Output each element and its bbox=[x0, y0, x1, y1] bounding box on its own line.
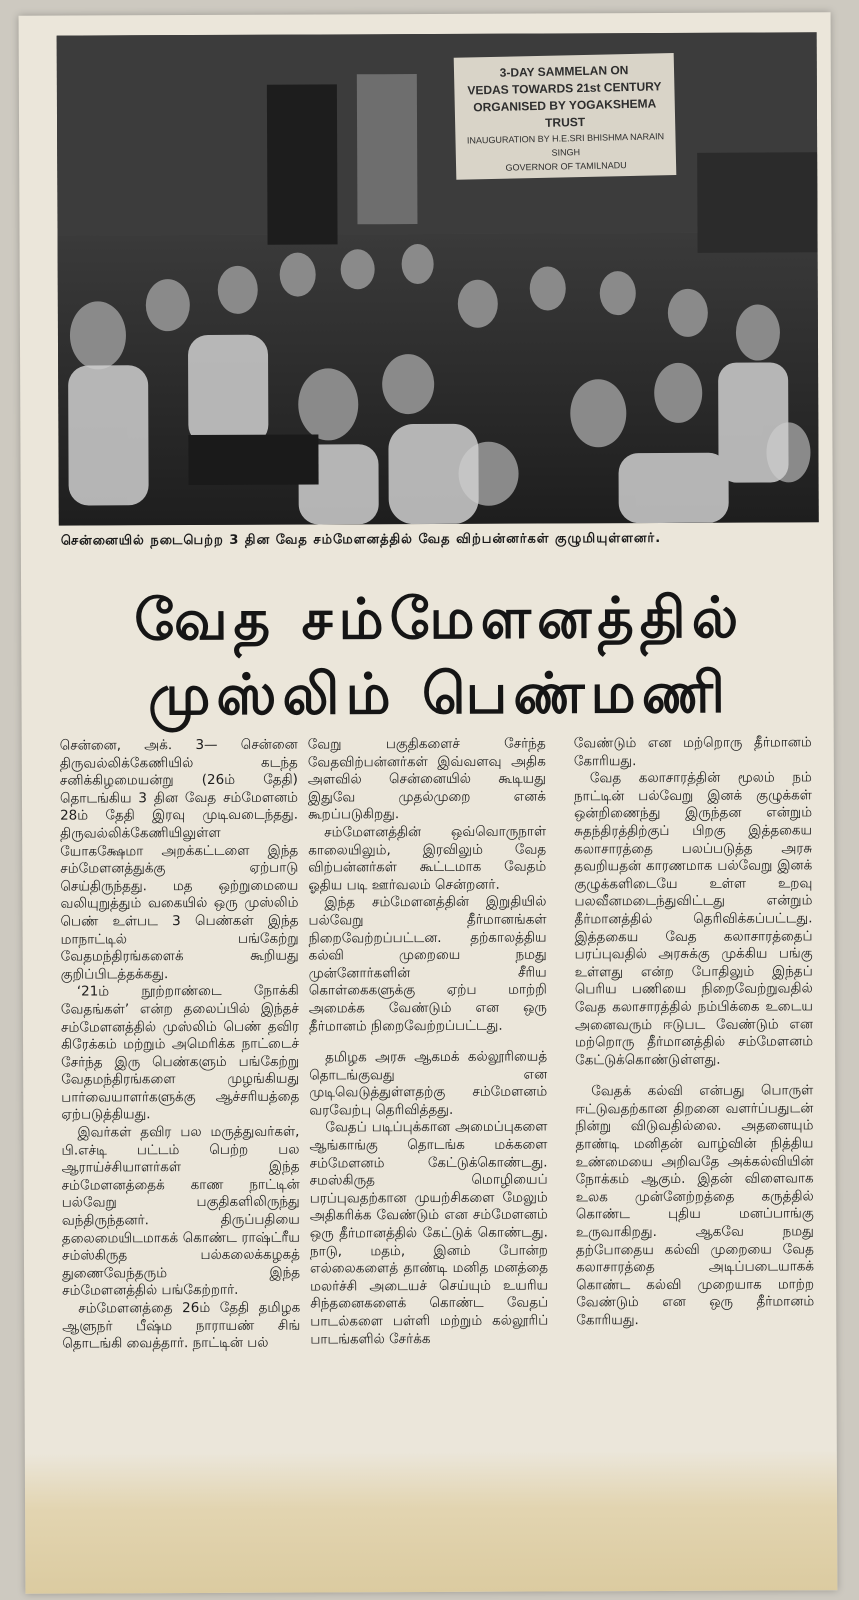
paragraph: வேதக் கல்வி என்பது பொருள் ஈட்டுவதற்கான திறனை வளர்ப்பதுடன் நின்று விடுவதில்லை. அதனையும் தாண்டி மனிதன் வாழ்வின் நித்திய உண்மையை அறிவதே அக்கல்வியின் நோக்கம் ஆகும். இதன் விளைவாக உலக முன்னேற்றத்தை கருத்தில் கொண்ட புதிய மனப்பாங்கு உருவாகிறது. ஆகவே நமது தற்போதைய கல்வி முறையை வேத கலாசாரத்தை அடிப்படையாகக் கொண்ட கல்வி முறையாக மாற்ற வேண்டும் என ஒரு தீர்மானம் கோரியது. bbox=[575, 1082, 815, 1329]
banner-small-line: INAUGURATION BY H.E.SRI BHISHMA NARAIN SINGH bbox=[466, 131, 665, 158]
photo-caption: சென்னையில் நடைபெற்ற 3 தின வேத சம்மேளனத்தில் வேத விற்பன்னர்கள் குழுமியுள்ளனர். bbox=[60, 530, 662, 549]
event-banner bbox=[454, 53, 677, 180]
paragraph: ‘21ம் நூற்றாண்டை நோக்கி வேதங்கள்’ என்ற தலைப்பில் இந்தச் சம்மேளனத்தில் முஸ்லிம் பெண் தவிர கிரேக்கம் மற்றும் அமெரிக்க நாட்டைச் சேர்ந்த இரு பெண்களும் பங்கேற்று வேதமந்திரங்களை முழங்கியது பார்வையாளர்களுக்கு ஆச்சரியத்தை ஏற்படுத்தியது. bbox=[60, 982, 300, 1124]
paragraph: சென்னை, அக். 3— சென்னை திருவல்லிக்கேணியில் கடந்த சனிக்கிழமையன்று (26ம் தேதி) தொடங்கிய 3 தின வேத சம்மேளனம் 28ம் தேதி இரவு முடிவடைந்தது. திருவல்லிக்கேணியிலுள்ள யோகக்ஷேமா அறக்கட்டளை இந்த சம்மேளனத்துக்கு ஏற்பாடு செய்திருந்தது. மத ஒற்றுமையை வலியுறுத்தும் வகையில் ஒரு முஸ்லிம் பெண் உள்பட 3 பெண்கள் இந்த மாநாட்டில் பங்கேற்று வேதமந்திரங்களைக் கூறியது குறிப்பிடத்தக்கது. bbox=[59, 736, 299, 983]
banner-line: VEDAS TOWARDS 21st CENTURY bbox=[467, 79, 662, 98]
banner-small-line: GOVERNOR OF TAMILNADU bbox=[505, 160, 627, 173]
headline-line-1: வேத சம்மேளனத்தில் bbox=[134, 584, 745, 654]
photo-scene bbox=[57, 32, 819, 525]
paragraph: இந்த சம்மேளனத்தின் இறுதியில் பல்வேறு தீர்மானங்கள் நிறைவேற்றப்பட்டன. தற்காலத்திய கல்வி முறையை நமது முன்னோர்களின் சீரிய கொள்கைகளுக்கு ஏற்ப மாற்றி அமைக்க வேண்டும் என ஒரு தீர்மானம் நிறைவேற்றப்பட்டது. bbox=[308, 893, 547, 1035]
paragraph: சம்மேளனத்தை 26ம் தேதி தமிழக ஆளுநர் பீஷ்ம நாராயண் சிங் தொடங்கி வைத்தார். நாட்டின் பல் bbox=[62, 1299, 301, 1352]
paragraph: வேத கலாசாரத்தின் மூலம் நம் நாட்டின் பல்வேறு இனக் குழுக்கள் ஒன்றிணைந்து இருந்தன என்றும் சுதந்திரத்திற்குப் பிறகு இத்தகைய கலாசாரத்தை பலப்படுத்த அரசு தவறியதன் காரணமாக பல்வேறு இனக் குழுக்களிடையே உள்ள உறவு பலவீனமடைந்துவிட்டது என்றும் தீர்மானத்தில் தெரிவிக்கப்பட்டது. இத்தகைய வேத கலாசாரத்தைப் பரப்புவதில் அரசுக்கு முக்கிய பங்கு உள்ளது என்ற போதிலும் இந்தப் பெரிய பணியை நிறைவேற்றுவதில் வேத கலாசாரத்தில் நம்பிக்கை உடைய அனைவரும் ஈடுபட வேண்டும் என மற்றொரு தீர்மானத்தில் சம்மேளனம் கேட்டுக்கொண்டுள்ளது. bbox=[573, 769, 814, 1069]
newspaper-page bbox=[19, 12, 838, 1594]
article-column-1 bbox=[60, 737, 301, 1354]
paragraph: இவர்கள் தவிர பல மருத்துவர்கள், பி.எச்டி பட்டம் பெற்ற பல ஆராய்ச்சியாளர்கள் இந்த சம்மேளனத்தைக் காண நாட்டின் பல்வேறு பகுதிகளிலிருந்து வந்திருந்தனர். திருப்பதியை தலைமையிடமாகக் கொண்ட ராஷ்ட்ரீய சம்ஸ்கிருத பல்கலைக்கழகத் துணைவேந்தரும் இந்த சம்மேளனத்தில் பங்கேற்றார். bbox=[61, 1123, 301, 1300]
paragraph: தமிழக அரசு ஆகமக் கல்லூரியைத் தொடங்குவது என முடிவெடுத்துள்ளதற்கு சம்மேளனம் வரவேற்பு தெரிவித்தது. bbox=[309, 1048, 548, 1119]
banner-line: ORGANISED BY YOGAKSHEMA TRUST bbox=[473, 96, 657, 130]
news-photo bbox=[57, 32, 819, 525]
paragraph: வேண்டும் என மற்றொரு தீர்மானம் கோரியது. bbox=[573, 734, 812, 769]
article-headline bbox=[61, 580, 818, 733]
paragraph: வேறு பகுதிகளைச் சேர்ந்த வேதவிற்பன்னர்கள் இவ்வளவு அதிக அளவில் சென்னையில் கூடியது இதுவே முதல்முறை எனக் கூறப்படுகிறது. bbox=[307, 735, 547, 823]
banner-line: 3-DAY SAMMELAN ON bbox=[499, 63, 629, 80]
article-column-2 bbox=[308, 735, 549, 1348]
paragraph: சம்மேளனத்தின் ஒவ்வொருநாள் காலையிலும், இரவிலும் வேத விற்பன்னர்கள் கூட்டமாக வேதம் ஓதிய படி ஊர்வலம் சென்றனர். bbox=[308, 823, 547, 894]
headline-line-2: முஸ்லிம் பெண்மணி bbox=[147, 659, 732, 729]
paragraph: வேதப் படிப்புக்கான அமைப்புகளை ஆங்காங்கு தொடங்க மக்களை சம்மேளனம் கேட்டுக்கொண்டது. சமஸ்கிருத மொழியைப் பரப்புவதற்கான முயற்சிகளை மேலும் அதிகரிக்க வேண்டும் என சம்மேளனம் ஒரு தீர்மானத்தில் கேட்டுக் கொண்டது. நாடு, மதம், இனம் போன்ற எல்லைகளைத் தாண்டி மனித மனத்தை மலர்ச்சி அடையச் செய்யும் உயரிய சிந்தனைகளைக் கொண்ட வேதப் பாடல்களை பள்ளி மற்றும் கல்லூரிப் பாடங்களில் சேர்க்க bbox=[309, 1118, 549, 1348]
page-discoloration bbox=[25, 1450, 838, 1594]
article-column-3 bbox=[574, 734, 815, 1330]
